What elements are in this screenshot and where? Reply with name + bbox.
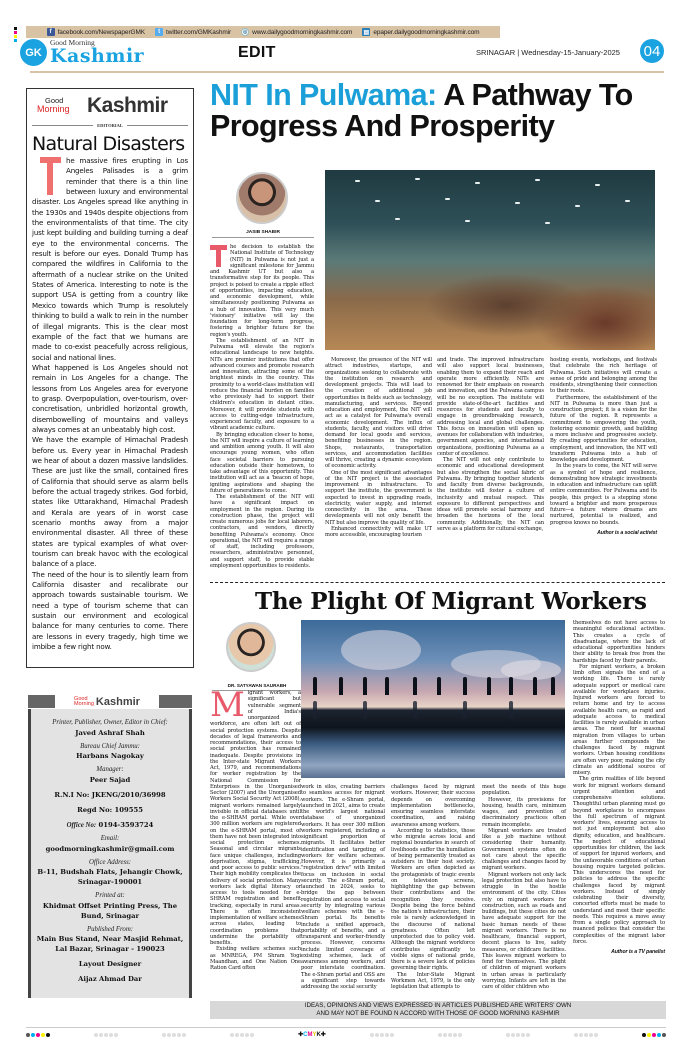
editorial-body: he massive fires erupting in Los Angeles Palisades is a grim reminder that there is a thin line between luxury and environmental disaster. Los Angeles spread like anything in the 1930s and 1940s despite objections from the environmentalists of that time. The city just kept building and building turning a deaf eye to the environmental concerns. The result is before our eyes. Donald Trump has compared the wildfires in California to the aftermath of a nuclear strike on the United States of America. Interesting to note is the support USA is getting from a country like Mexico towards which Trump is resolutely thinking to build a walk to rein in the number of illegal migrants. This is the clear most example of the fact that we humans are made to co-exist peacefully across religious, social and national lines. What happened is Los Angeles should not remain in Los Angeles for a change. The lessons from Los Angeles area for everyone to grasp. Overpopulation, over-tourism, over-concretisation, unbridled horizontal growth, disembowelling of mountains and valleys always comes at an unbeatably high cost. We have the example of Himachal Pradesh before us. Every year in Himachal Pradesh we hear of about a dozen massive landslides. These are just like the small, contained fires of California that should serve as alarm bells before the actual tragedy strikes. God forbid, states like Uttarakhand, Himachal Pradesh and Kerala are years of in worst case scenario months away from a major environmental disaster. All three of these states are typical examples of what over-tourism can break havoc with the ecological balance of a place. The need of the hour is to silently learn from California disaster and recalibrate our approach towards sustainable tourism. We need a type of tourism scheme that can sustain our environment and ecological balance for many centuries to come. There are lessons in every tragedy, high time we imbibe a few right now. bbox=[32, 156, 188, 652]
migrant-column-1: M igrant workers, a significant but vulnerable segment of India's unorganized workforce, are often left out of social protection systems. Despite decades of legal frameworks and recommendations, their access to social protection has remained inadequate. Despite provisions in the Inter-state Migrant Workers Act, 1979, and recommendations for worker registration by the National Commission for Enterprises in the Unorganised Sector (2007) and the Unorganised Workers Social Security Act (2008), migrant workers remained largely invisible in official databases until the e-SHRAM portal. While over 300 million workers are registered on the e-SHRAM portal, most of them have not been integrated into social protection schemes. Seasonal and circular migrants face unique challenges, including deprivation, stigma, trafficking, and poor access to public services. Their high mobility complicates the delivery of social protection. Many workers lack digital literacy or access to tools needed for e-SHRAM registration and benefit tracking, especially in rural areas. There is often inconsistent implementation of welfare schemes across states, leading to coordination problems that undermine the portability of benefits. Existing welfare schemes such as MNREGA, PM Shram Yogi Maandhan, and One Nation One Ration Card often bbox=[210, 685, 301, 971]
social-links-bar bbox=[26, 26, 500, 38]
print-color-marks bbox=[26, 1031, 666, 1038]
brand-logo[interactable]: Good Morning Kashmir bbox=[50, 38, 145, 67]
editorial-logo: Good Morning Kashmir bbox=[37, 94, 168, 117]
nit-column-2: Moreover, the presence of the NIT will attract industries, startups, and organizations seeking to collaborate with the institution on research and development projects. This will lead to the creation of additional job opportunities in fields such as technology, manufacturing, and services. Beyond education and employment, the NIT will act as a catalyst for Pulwama's overall economic development. The influx of students, faculty, and visitors will drive demand for local goods and services, benefiting businesses in the region. Shops, restaurants, transportation services, and accommodation facilities will thrive, creating a dynamic ecosystem of economic activity. One of the most significant advantages of the NIT project is the associated improvement in infrastructure. To support the institute, the government is expected to invest in upgrading roads, electricity, water supply, and internet connectivity in the area. These developments will not only benefit the NIT but also improve the quality of life. Enhanced connectivity will make UT more accessible, encouraging tourism bbox=[325, 357, 432, 538]
author-avatar-satyawan-saurabh bbox=[226, 622, 276, 672]
twitter-link[interactable]: t twitter.com/GMKashmir bbox=[155, 28, 231, 36]
document-icon: ▤ bbox=[363, 29, 370, 36]
migrant-workers-photo bbox=[301, 620, 565, 778]
nit-author-note: Author is a social activist bbox=[597, 529, 657, 536]
migrant-column-4: meet the needs of this huge population. However, its provisions for housing, health care, minimum wages, and prevention of discriminatory practices often remain incomplete. Migrant workers are treated like a job machine without considering their humanity. Government systems often do not care about the specific challenges and changes faced by migrant workers. Migrant workers not only lack legal protection but also have to struggle in the hostile environment of the city. Cities rely on migrant workers for construction, such as roads and buildings, but these cities do not have adequate support for the basic human needs of these migrant workers. There is no healthcare, financial support, decent places to live, safety measures, or childcare facilities. This leaves migrant workers to fend for themselves. The plight of children of migrant workers in urban areas is particularly worrying. Infants are left in the care of older children who bbox=[482, 784, 566, 990]
classroom-photo bbox=[325, 170, 655, 350]
facebook-link[interactable]: f facebook.com/NewspaperGMK bbox=[47, 28, 145, 36]
imprint-box: Printer, Publisher, Owner, Editor in Chief: Javed Ashraf Shah Bureau Chief Jammu: Harbans Nagokay Manager: Peer Sajad R.N.I No: JKENG/2010/36998 Regd No: 109555 Office No: 0194-3593724 Email: goodmorningkashmir@gmail.com Office Address: B-11, Budshah Flats, Jehangir Chowk, Srinagar-190001 Printed at: Khidmat Offset Printing Press, The Bund, Srinagar Published From: Main Bus Stand, Near Masjid Rehmat, Lal Bazar, Srinagar - 190023 Layout Designer Aijaz Ahmad Dar bbox=[28, 709, 192, 998]
cmyk-dots-left bbox=[26, 1033, 50, 1037]
migrant-author-note: Author is a TV panelist bbox=[611, 949, 665, 955]
migrant-column-3: challenges faced by migrant workers. However, their success depends on overcoming implementation bottlenecks, ensuring seamless interstate coordination, and raising awareness among workers. According to statistics, those who migrate across local and regional boundaries in search of livelihoods suffer the humiliation of being permanently treated as outsiders in their host society. Workers are often depicted as the protagonists of tragic events on television screens, highlighting the gap between their contributions and the recognition they receive. Despite being the force behind the nation's infrastructure, their role is rarely acknowledged in the discourse of national greatness. Often left unprotected due to policy void. Although the migrant workforce contributes significantly to visible signs of national pride, there is a severe lack of policies governing their rights. The Inter-State Migrant Workmen Act, 1979, is the only legislation that attempts to bbox=[391, 784, 475, 990]
nit-column-3: and trade. The improved infrastructure will also support local businesses, enabling them to expand their reach and operate more efficiently. NITs are renowned for their emphasis on research and innovation, and the Pulwama campus will be no exception. The institute will provide state-of-the-art facilities and resources for students and faculty to engage in groundbreaking research, addressing local and global challenges. This focus on innovation will open up avenues for collaboration with industries, government agencies, and international organizations, positioning Pulwama as a center of excellence. The NIT will not only contribute to economic and educational development but also strengthen the social fabric of Pulwama. By bringing together students and faculty from diverse backgrounds, the institute will foster a culture of inclusivity and mutual respect. This exposure to different perspectives and ideas will promote social harmony and broaden the horizons of the local community. Additionally, the NIT can serve as a platform for cultural exchange, bbox=[437, 357, 544, 532]
editorial-label: EDITORIAL bbox=[32, 123, 188, 128]
masthead bbox=[20, 38, 500, 66]
migrant-article-headline: The Plight Of Migrant Workers bbox=[255, 588, 647, 615]
cmyk-dots-right bbox=[642, 1033, 666, 1037]
gk-logo-circle: GK bbox=[20, 39, 47, 66]
facebook-icon: f bbox=[47, 28, 55, 36]
nit-article-headline: NIT In Pulwama: A Pathway To Progress And Prosperity bbox=[210, 78, 633, 143]
dropcap-t bbox=[210, 245, 227, 267]
twitter-icon: t bbox=[155, 28, 163, 36]
nit-column-1: he decision to establish the National Institute of Technology (NIT) in Pulwama is not just a significant milestone for Jammu and Kashmir UT but also a transformative step for its people. This project is poised to create a ripple effect of opportunities, impacting education, and economic development, while simultaneously positioning Pulwama as a hub of innovation. This very much 'visionary' initiative will lay the foundation for long-term progress, fostering a brighter future for the region's youth. The establishment of an NIT in Pulwama will elevate the region's educational landscape to new heights. NITs are premier institutions that offer advanced courses and promote research and innovation, attracting some of the brightest minds in the country. This proximity to a world-class institution will reduce the financial burden on families who previously had to support their children's education in distant cities. Moreover, it will provide students with access to cutting-edge infrastructure, experienced faculty, and exposure to a vibrant academic culture. By bringing education closer to home, the NIT will inspire a culture of learning and ambition among youth. It will also encourage young women, who often face societal barriers to pursuing education outside their hometown, to take advantage of this opportunity. This institution will act as a 'beacon of hope, igniting aspirations and shaping the future of generations to come. The establishment of the NIT will have a significant impact on employment in the region. During its construction phase, the project will create numerous jobs for local laborers, contractors, and vendors, directly benefiting Pulwama's economy. Once operational, the NIT will require a range of staff, including professors, researchers, administrative personnel, and support staff, to provide stable employment opportunities to residents. bbox=[210, 244, 314, 569]
disclaimer-banner: IDEAS, OPINIONS AND VIEWS EXPRESSED IN ARTICLES PUBLISHED ARE WRITERS' OWN AND MAY NOT BE FOUND N ACCORD WITH THOSE OF GOOD MORNING KASHMIR bbox=[210, 1001, 666, 1019]
epaper-link[interactable]: ▤ epaper.dailygoodmorningkashmir.com bbox=[363, 28, 480, 36]
migrant-byline: DR. SATYAWAN SAURABH bbox=[212, 683, 302, 691]
registration-marks bbox=[14, 27, 17, 43]
website-link[interactable]: ◎ www.dailygoodmorningkashmir.com bbox=[242, 28, 353, 36]
header-divider bbox=[30, 71, 664, 73]
editorial-title: Natural Disasters bbox=[32, 133, 185, 155]
article-divider bbox=[210, 582, 665, 583]
nit-column-4: hosting events, workshops, and festivals that celebrate the rich heritage of Pulwama. Such initiatives will create a sense of pride and belonging among the residents, strengthening their connection to their roots. Furthermore, the establishment of the NIT in Pulwama is more than just a construction project; it is a vision for the future of the region. It represents a commitment to empowering the youth, fostering economic growth, and building a more inclusive and progressive society. By creating opportunities for education, employment, and innovation, the NIT will transform Pulwama into a hub of knowledge and development. In the years to come, the NIT will serve as a symbol of hope and resilience, demonstrating how strategic investments in education and infrastructure can uplift entire communities. For Pulwama and its people, this project is a stepping stone toward a brighter and more prosperous future—a future where dreams are nurtured, potential is realized, and progress knows no bounds. Author is a social activist bbox=[550, 357, 657, 536]
migrant-column-2: work in silos, creating barriers to seamless access for migrant workers. The e-Shram portal, launched in 2021, aims to create the world's largest national database of unorganized workers. It has over 300 million workers registered, including a significant proportion of migrants. It facilitates better identification and targeting of workers for welfare schemes. However, it is primarily a "registration drive" with limited focus on inclusion in social security. The e-Shram portal, launched in 2024, seeks to bridge the gap between registration and access to social security by integrating various welfare schemes with the e-Shram portal. Its benefits include a unified approach, portability of benefits, and a transparent and worker-friendly process. However, concerns include limited coverage of existing schemes, lack of awareness among workers, and poor interstate coordination. The e-Shram portal and OSS are a significant step towards addressing the social security bbox=[301, 784, 385, 990]
section-title: EDIT bbox=[238, 44, 276, 61]
author-avatar-jasib-shabir bbox=[236, 172, 288, 224]
email-link[interactable]: goodmorningkashmir@gmail.com bbox=[45, 844, 175, 853]
globe-icon: ◎ bbox=[242, 29, 248, 35]
footer-divider bbox=[26, 1027, 666, 1028]
migrant-column-5: themselves do not have access to meaningful educational activities. This creates a cycle of disadvantage, where the lack of educational opportunities hinders their ability to break free from the hardships faced by their parents. For migrant workers, a broken limb often signals the end of a working life. There is rarely adequate support or medical care available for workplace injuries. Injured workers are forced to return home and try to access available health care, as rapid and adequate access to medical facilities is rarely available in urban areas. The need for seasonal migration from villages to urban areas further compounds the challenges faced by migrant workers. Urban housing conditions are often very poor, making the city climate an additional source of misery. The grim realities of life beyond work for migrant workers demand urgent attention and comprehensive solutions. Thoughtful urban planning must go beyond workplaces to encompass the full spectrum of migrant workers' lives, ensuring access to not just employment but also dignity, education, and healthcare. The neglect of educational opportunities for children, the lack of support for injured workers, and the unfavorable conditions of urban housing require targeted policies. This underscores the need for policies to address the specific challenges faced by migrant workers. Instead of simply celebrating their diversity, concerted efforts must be made to understand and meet their specific needs. This requires a move away from a single policy approach to nuanced policies that consider the complexities of the migrant labor force. Author is a TV panelist bbox=[573, 620, 665, 955]
page-number-badge: 04 bbox=[640, 39, 664, 63]
imprint-header: Good Morning Kashmir bbox=[28, 695, 192, 708]
dropcap-t bbox=[40, 157, 61, 195]
dateline: SRINAGAR | Wednesday-15-January-2025 bbox=[476, 48, 620, 57]
nit-byline: JASIB SHABIR bbox=[212, 230, 314, 238]
editorial-box bbox=[26, 88, 194, 668]
cmyk-label: ✚CMYK✚ bbox=[298, 1032, 326, 1038]
dropcap-m: M bbox=[210, 685, 245, 725]
